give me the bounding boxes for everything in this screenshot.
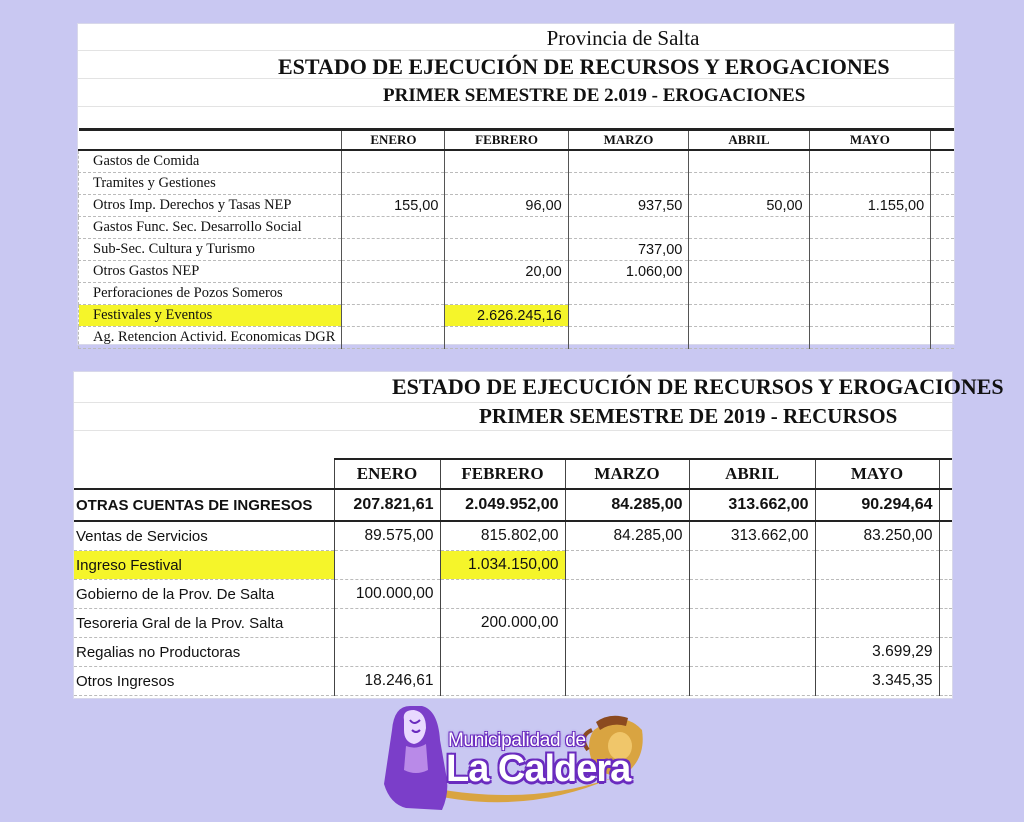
label-column-header	[74, 459, 334, 489]
cell-value: 18.246,61	[334, 667, 440, 696]
cell-value	[689, 305, 809, 327]
table-header-row	[74, 459, 952, 489]
logo-text-line1: Municipalidad de	[448, 730, 586, 751]
cell-value	[689, 239, 809, 261]
table-header-row	[79, 130, 955, 151]
table-row	[74, 609, 952, 638]
total-value: 90.294,64	[815, 489, 939, 521]
table-row	[79, 217, 955, 239]
total-value: 313.662,00	[689, 489, 815, 521]
cell-value	[565, 551, 689, 580]
table-row	[74, 521, 952, 551]
cell-value	[568, 327, 689, 349]
recursos-subtitle: PRIMER SEMESTRE DE 2019 - RECURSOS	[479, 404, 898, 428]
cell-value	[342, 173, 445, 195]
cell-value	[809, 283, 931, 305]
table-row	[79, 239, 955, 261]
row-label: Gastos de Comida	[79, 150, 342, 173]
row-label: Otros Imp. Derechos y Tasas NEP	[79, 195, 342, 217]
row-label: Gobierno de la Prov. De Salta	[74, 580, 334, 609]
table-row	[79, 150, 955, 173]
extra-cell	[931, 150, 954, 173]
cell-value	[689, 609, 815, 638]
extra-cell	[939, 667, 952, 696]
cell-value: 3.345,35	[815, 667, 939, 696]
cell-value	[342, 217, 445, 239]
cell-value	[689, 551, 815, 580]
cell-value: 96,00	[445, 195, 568, 217]
cell-value	[689, 580, 815, 609]
table-row	[74, 551, 952, 580]
row-label: Tramites y Gestiones	[79, 173, 342, 195]
row-label: Gastos Func. Sec. Desarrollo Social	[79, 217, 342, 239]
cell-value: 737,00	[568, 239, 689, 261]
cell-value	[689, 667, 815, 696]
row-label: Otros Ingresos	[74, 667, 334, 696]
cell-value	[568, 217, 689, 239]
table-row	[74, 638, 952, 667]
extra-cell	[939, 489, 952, 521]
column-header: ENERO	[334, 459, 440, 489]
extra-cell	[939, 609, 952, 638]
recursos-table	[74, 458, 952, 696]
total-value: 207.821,61	[334, 489, 440, 521]
cell-value: 3.699,29	[815, 638, 939, 667]
cell-value	[689, 283, 809, 305]
recursos-sheet	[74, 372, 1004, 698]
cell-value	[689, 217, 809, 239]
cell-value	[565, 580, 689, 609]
extra-cell	[931, 283, 954, 305]
column-header: FEBRERO	[445, 130, 568, 151]
label-column-header	[79, 130, 342, 151]
cell-value: 89.575,00	[334, 521, 440, 551]
extra-cell	[931, 327, 954, 349]
cell-value	[565, 638, 689, 667]
cell-value	[565, 609, 689, 638]
extra-cell	[931, 261, 954, 283]
table-row	[74, 667, 952, 696]
cell-value: 84.285,00	[565, 521, 689, 551]
cell-value	[815, 609, 939, 638]
cell-value	[809, 327, 931, 349]
cell-value	[440, 638, 565, 667]
recursos-title: ESTADO DE EJECUCIÓN DE RECURSOS Y EROGACIONES	[392, 374, 1004, 399]
cell-value	[445, 239, 568, 261]
cell-value	[445, 173, 568, 195]
cell-value	[689, 173, 809, 195]
table-row	[74, 580, 952, 609]
cell-value	[342, 327, 445, 349]
cell-value	[342, 239, 445, 261]
cell-value	[689, 150, 809, 173]
cell-value	[815, 551, 939, 580]
logo-text-line2: La Caldera	[446, 748, 631, 790]
total-row	[74, 489, 952, 521]
total-label: OTRAS CUENTAS DE INGRESOS	[74, 489, 334, 521]
column-header: ENERO	[342, 130, 445, 151]
cell-value: 20,00	[445, 261, 568, 283]
cell-value: 313.662,00	[689, 521, 815, 551]
row-label: Festivales y Eventos	[79, 305, 342, 327]
cell-value	[565, 667, 689, 696]
cell-value	[568, 283, 689, 305]
erogaciones-sheet	[78, 24, 954, 344]
cell-value	[809, 239, 931, 261]
cell-value: 937,50	[568, 195, 689, 217]
column-header: MAYO	[815, 459, 939, 489]
row-label: Perforaciones de Pozos Someros	[79, 283, 342, 305]
erogaciones-subtitle: PRIMER SEMESTRE DE 2.019 - EROGACIONES	[383, 85, 806, 106]
erogaciones-title: ESTADO DE EJECUCIÓN DE RECURSOS Y EROGACIONES	[278, 54, 890, 79]
cell-value	[334, 638, 440, 667]
row-label: Ingreso Festival	[74, 551, 334, 580]
cell-value	[440, 580, 565, 609]
extra-cell	[931, 239, 954, 261]
cell-value	[689, 638, 815, 667]
cell-value: 100.000,00	[334, 580, 440, 609]
cell-value	[809, 150, 931, 173]
total-value: 2.049.952,00	[440, 489, 565, 521]
cell-value: 155,00	[342, 195, 445, 217]
cell-value: 815.802,00	[440, 521, 565, 551]
cell-value	[689, 261, 809, 283]
cell-value: 200.000,00	[440, 609, 565, 638]
cell-value	[445, 327, 568, 349]
cell-value	[815, 580, 939, 609]
column-header: MARZO	[565, 459, 689, 489]
column-header: MAYO	[809, 130, 931, 151]
cell-value	[809, 305, 931, 327]
cell-value	[809, 261, 931, 283]
cell-value	[568, 150, 689, 173]
total-value: 84.285,00	[565, 489, 689, 521]
cell-value	[334, 551, 440, 580]
municipality-logo	[380, 700, 650, 818]
cell-value	[568, 305, 689, 327]
cell-value: 83.250,00	[815, 521, 939, 551]
cell-value: 1.060,00	[568, 261, 689, 283]
table-row	[79, 305, 955, 327]
table-row	[79, 327, 955, 349]
cell-value	[445, 283, 568, 305]
column-header: ABRIL	[689, 130, 809, 151]
column-header: ABRIL	[689, 459, 815, 489]
column-header: FEBRERO	[440, 459, 565, 489]
cell-value	[342, 305, 445, 327]
extra-cell	[931, 173, 954, 195]
cell-value: 1.034.150,00	[440, 551, 565, 580]
table-row	[79, 261, 955, 283]
cell-value	[445, 150, 568, 173]
table-row	[79, 283, 955, 305]
column-header: MARZO	[568, 130, 689, 151]
row-label: Regalias no Productoras	[74, 638, 334, 667]
cell-value	[809, 217, 931, 239]
cell-value	[334, 609, 440, 638]
cell-value	[342, 150, 445, 173]
cell-value	[342, 261, 445, 283]
cell-value	[445, 217, 568, 239]
cell-value	[568, 173, 689, 195]
cell-value	[342, 283, 445, 305]
row-label: Ventas de Servicios	[74, 521, 334, 551]
row-label: Tesoreria Gral de la Prov. Salta	[74, 609, 334, 638]
extra-cell	[939, 551, 952, 580]
row-label: Ag. Retencion Activid. Economicas DGR	[79, 327, 342, 349]
extra-cell	[931, 305, 954, 327]
extra-cell	[939, 638, 952, 667]
extra-column-header	[939, 459, 952, 489]
cell-value: 50,00	[689, 195, 809, 217]
cell-value	[440, 667, 565, 696]
cell-value: 2.626.245,16	[445, 305, 568, 327]
cell-value: 1.155,00	[809, 195, 931, 217]
extra-cell	[939, 521, 952, 551]
table-row	[79, 173, 955, 195]
cell-value	[809, 173, 931, 195]
extra-cell	[931, 217, 954, 239]
cell-value	[689, 327, 809, 349]
province-title: Provincia de Salta	[546, 26, 700, 50]
row-label: Otros Gastos NEP	[79, 261, 342, 283]
row-label: Sub-Sec. Cultura y Turismo	[79, 239, 342, 261]
erogaciones-table	[78, 128, 954, 349]
extra-cell	[931, 195, 954, 217]
extra-column-header	[931, 130, 954, 151]
extra-cell	[939, 580, 952, 609]
table-row	[79, 195, 955, 217]
